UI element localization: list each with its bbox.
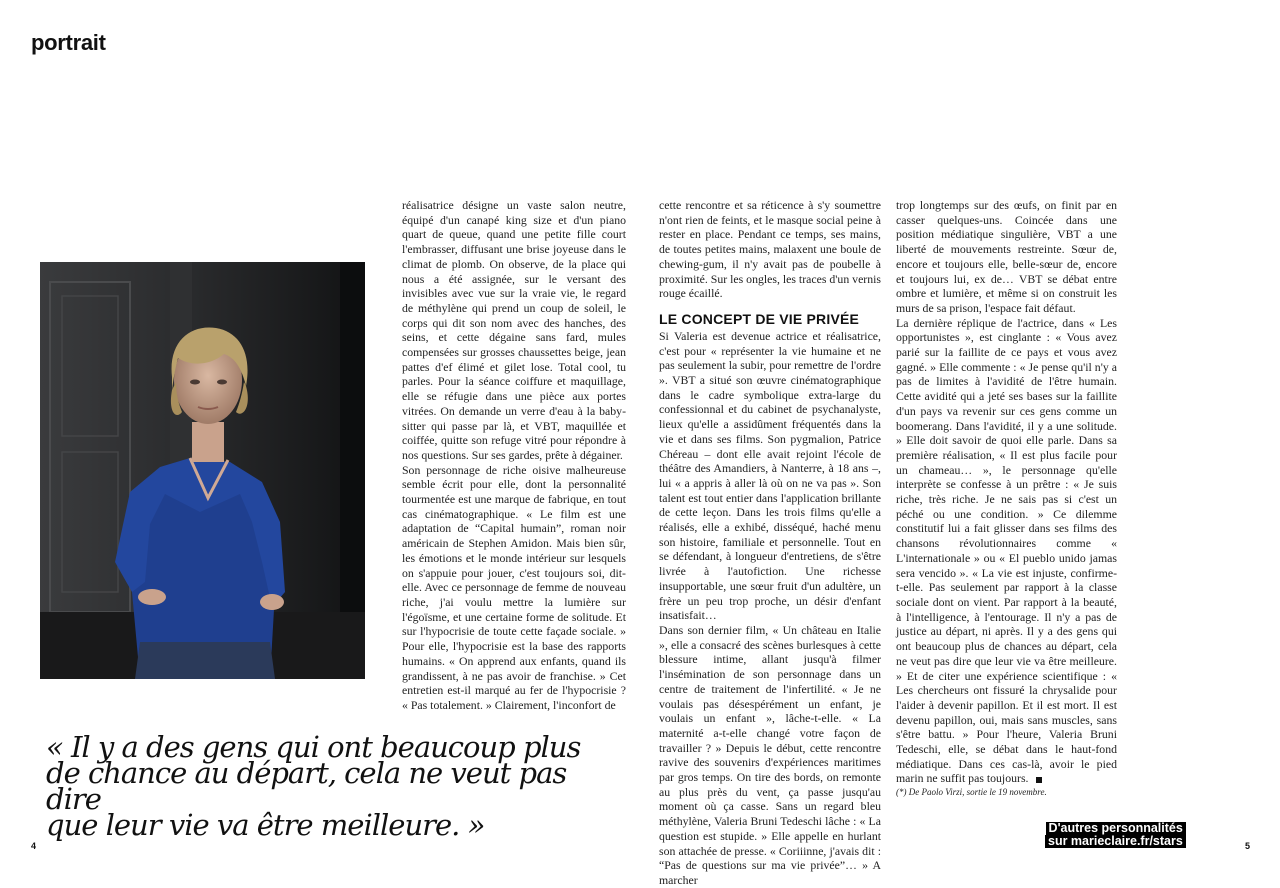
end-mark-icon (1036, 777, 1042, 783)
article-paragraph: réalisatrice désigne un vaste salon neutre, équipé d'un canapé king size et d'un piano quart de queue, quand une petite fille court l'embrasser, diffusant une brise joyeuse dans le climat de plomb. On observe, de la place qui nous a été assignée, sur le versant des invisibles avec vue sur la vraie vie, le regard de méthylène qui prend un coup de soleil, le corps qui dit son nom avec des hanches, des seins, et cette dégaine sans fard, mules compensées sur grosses chaussettes beige, jean pattes d'ef élimé et gilet lose. Total cool, tu parles. Pour la séance coiffure et maquillage, elle se réfugie dans une pièce aux portes vitrées. On demande un verre d'eau à la baby-sitter qui passe par là, et VBT, maquillée et coiffée, quitte son refuge vitré pour répondre à nos questions. Sur ses gardes, prête à dégainer. (402, 198, 626, 462)
promo-link[interactable] (1045, 822, 1186, 848)
article-paragraph (896, 316, 1117, 787)
pull-quote-line: de chance au départ, cela ne veut pas dire (46, 756, 567, 816)
article-paragraph: Dans son dernier film, « Un château en Italie », elle a consacré des scènes burlesques à cette blessure intime, allant jusqu'à filmer l'insémination de son personnage dans un centre de traitement de l'infertilité. « Je ne voulais pas désespérément un enfant, je voulais un enfant », lâche-t-elle. « La maternité a-t-elle changé votre façon de travailler ? » Depuis le début, cette rencontre ravive des souvenirs d'expériences maritimes par gros temps. On tire des bords, on remonte au plus près du vent, ça passe jusqu'au moment où ça casse. Sans un regard bleu méthylène, Valeria Bruni Tedeschi lâche : « La question est stupide. » Elle appelle en hurlant son attachée de presse. « Coriiinne, j'avais dit : “Pas de questions sur ma vie privée”… » A marcher (659, 622, 881, 887)
pull-quote (46, 730, 606, 842)
article-paragraph: Son personnage de riche oisive malheureuse semble écrit pour elle, dont la personnalité tourmentée est une marque de fabrique, en tout cas cinématographique. « Le film est une adaptation de “Capital humain”, roman noir américain de Stephen Amidon. Mais bien sûr, les émotions et le monde intérieur sur lesquels on s'appuie pour jouer, c'est toujours soi, dit-elle. Avec ce personnage de femme de nouveau riche, j'ai voulu mettre la lumière sur l'égoïsme, et une certaine forme de solitude. Et sur l'hypocrisie de toute cette façade sociale. » Pour elle, l'hypocrisie est la base des rapports humains. « On apprend aux enfants, quand ils grandissent, à ne pas avoir de franchise. » Cet entretien est-il marqué au fer de l'hypocrisie ? « Pas totalement. » Clairement, l'inconfort de (402, 462, 626, 712)
page-number-right: 5 (1245, 841, 1251, 851)
section-rubric: portrait (31, 30, 106, 55)
footnote: (*) De Paolo Virzi, sortie le 19 novembre. (896, 787, 1047, 798)
promo-line: sur marieclaire.fr/stars (1045, 835, 1186, 848)
pull-quote-line: « Il y a des gens qui ont beaucoup plus (46, 730, 581, 764)
article-paragraph: cette rencontre et sa réticence à s'y soumettre n'ont rien de feints, et le masque social peine à rester en place. Pendant ce temps, ses mains, de toutes petites mains, malaxent une boule de chewing-gum, il n'y avait pas de poubelle à proximité. Sur les ongles, les traces d'un vernis rouge écaillé. (659, 198, 881, 301)
section-subheading: LE CONCEPT DE VIE PRIVÉE (659, 310, 860, 327)
article-paragraph: Si Valeria est devenue actrice et réalisatrice, c'est pour « représenter la vie humaine et ne pas seulement la subir, pour remettre de l'ordre ». VBT a situé son œuvre cinématographique dans le cadre symbolique extra-large du confessionnal et du cabinet de psychanalyste, lieux qu'elle a assidûment fréquentés dans la vie et dans ses films. Son pygmalion, Patrice Chéreau – dont elle avait rejoint l'école de théâtre des Amandiers, à Nanterre, à 18 ans –, lui « a appris à aller là où on ne va pas ». Son talent est tout entier dans l'application brillante de cette leçon. Dans les trois films qu'elle a réalisés, elle a exhibé, disséqué, haché menu son histoire, familiale et personnelle. Tout en se défendant, à longueur d'entretiens, de s'être livrée à l'autofiction. Une richesse insupportable, une sœur fruit d'un adultère, un frère un peu trop proche, un désir d'enfant insatisfait… (659, 328, 881, 623)
portrait-illustration (40, 262, 365, 679)
article-column-2 (659, 198, 881, 888)
article-paragraph: trop longtemps sur des œufs, on finit par en casser quelques-uns. Coincée dans une position médiatique singulière, VBT a une liberté de mouvements restreinte. Sœur de, encore et toujours elle, belle-sœur de, encore et toujours lui, ex de… VBT se débat entre ombre et lumière, et même si on construit les murs de sa prison, l'espace fait défaut. (896, 198, 1117, 315)
article-column-3 (896, 198, 1117, 798)
page-number-left: 4 (31, 841, 37, 851)
portrait-photo (40, 262, 365, 679)
article-column-1 (402, 198, 626, 713)
pull-quote-line: que leur vie va être meilleure. » (46, 808, 485, 842)
article-text: La dernière réplique de l'actrice, dans « Les opportunistes », est cinglante : « Vous avez parié sur la faillite de ce pays et vous avez gagné. » Elle commente : « Je pense qu'il n'y a pas de limites à l'avidité de l'être humain. Cette avidité qui a jeté ses bases sur la faillite d'un pays va revenir sur ces gens comme un boomerang. Dans l'avidité, il y a une solitude. » Elle doit savoir de quoi elle parle. Dans sa première réalisation, « Il est plus facile pour un chameau… », le personnage qu'elle interprète se confesse à un prêtre : « Je suis riche, très riche. Je ne sais pas si c'est un péché ou une condition. » Ce dilemme constitutif lui a fait glisser dans ses films des chansons révolutionnaires comme « L'internationale » ou « El pueblo unido jamas sera vencido ». « La vie est injuste, confirme-t-elle. Pas seulement par rapport à la classe sociale dont on vient. Par rapport à la beauté, à l'intelligence, à l'entourage. Il n'y a pas de justice au départ, ni après. Il y a des gens qui ont beaucoup plus de chances au départ, cela ne veut pas dire que leur vie va être meilleure. » Et de citer une expérience scientifique : « Les chercheurs ont fissuré la chrysalide pour l'aider à devenir papillon. Et il est mort. Il est devenu papillon, oui, mais sans muscles, sans s'être battu. » Pour l'heure, Valeria Bruni Tedeschi, elle, se débat dans le haut-fond médiatique. Dans ces cas-là, avoir le pied marin ne suffit pas toujours. (896, 315, 1117, 786)
promo-line: D'autres personnalités (1046, 822, 1186, 835)
